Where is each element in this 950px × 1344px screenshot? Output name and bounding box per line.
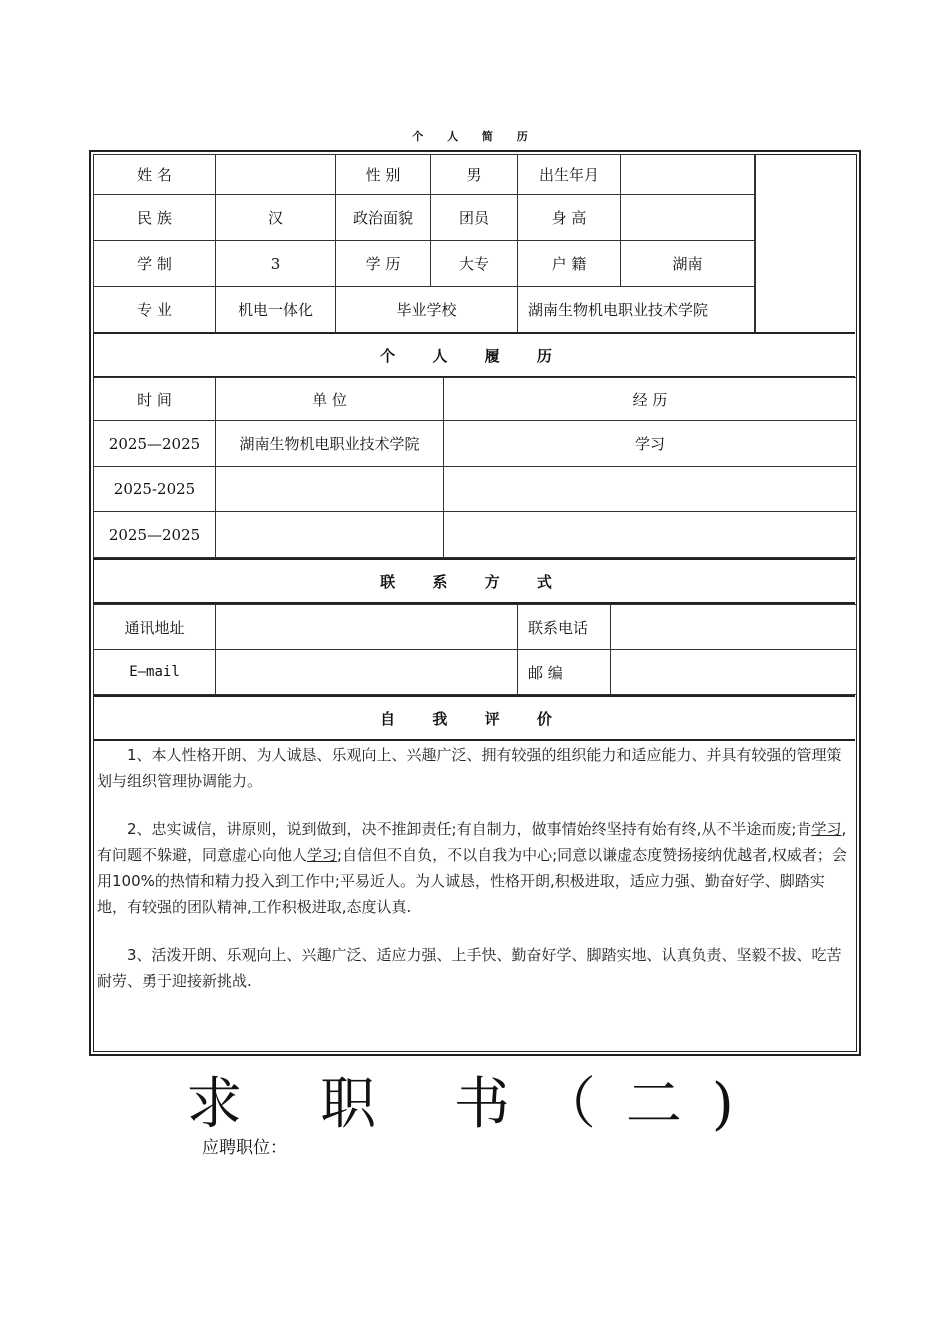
study-link[interactable]: 学习 xyxy=(811,820,842,838)
cover-letter-title: 求 职 书（二) xyxy=(186,1072,764,1137)
study-link[interactable]: 学习 xyxy=(307,846,338,864)
gender-value[interactable]: 男 xyxy=(430,154,518,195)
school-value[interactable]: 湖南生物机电职业技术学院 xyxy=(517,286,755,333)
position-applied-label: 应聘职位： xyxy=(202,1138,287,1158)
ethnic-value[interactable]: 汉 xyxy=(215,194,336,241)
self-eval-paragraph-1: 1、本人性格开朗、为人诚恳、乐观向上、兴趣广泛、拥有较强的组织能力和适应能力、并具有较强的管理策划与组织管理协调能力。 xyxy=(97,746,842,790)
school-label: 毕业学校 xyxy=(335,286,518,333)
phone-label: 联系电话 xyxy=(517,604,611,650)
p2-text-a: 2、忠实诚信，讲原则，说到做到，决不推卸责任;有自制力，做事情始终坚持有始有终,从不半途而废;肯 xyxy=(127,820,812,838)
address-label: 通讯地址 xyxy=(93,604,216,650)
contact-section-title: 联 系 方 式 xyxy=(93,558,855,604)
self-eval-title: 自 我 评 价 xyxy=(93,695,855,741)
zip-label: 邮 编 xyxy=(517,649,611,695)
p2-text-b: ,有问题不躲避，同意虚心向他人 xyxy=(97,820,847,864)
self-eval-paragraph-2 xyxy=(97,816,849,920)
resume-row-experience[interactable] xyxy=(443,466,857,512)
name-label: 姓 名 xyxy=(93,154,216,195)
resume-row-unit[interactable]: 湖南生物机电职业技术学院 xyxy=(215,420,444,467)
self-eval-body xyxy=(97,742,849,1016)
phone-value[interactable] xyxy=(610,604,857,650)
hukou-label: 户 籍 xyxy=(517,240,621,287)
zip-value[interactable] xyxy=(610,649,857,695)
email-label: E—mail xyxy=(93,649,216,695)
education-value[interactable]: 大专 xyxy=(430,240,518,287)
resume-header-unit: 单 位 xyxy=(215,377,444,421)
birth-label: 出生年月 xyxy=(517,154,621,195)
resume-header-experience: 经 历 xyxy=(443,377,857,421)
photo-area xyxy=(755,154,855,333)
email-value[interactable] xyxy=(215,649,518,695)
hukou-value[interactable]: 湖南 xyxy=(620,240,755,287)
gender-label: 性 别 xyxy=(335,154,431,195)
major-label: 专 业 xyxy=(93,286,216,333)
resume-row-time[interactable]: 2025—2025 xyxy=(93,511,216,558)
years-value[interactable]: 3 xyxy=(215,240,336,287)
address-value[interactable] xyxy=(215,604,518,650)
ethnic-label: 民 族 xyxy=(93,194,216,241)
document-title: 个 人 简 历 xyxy=(412,130,538,143)
resume-header-time: 时 间 xyxy=(93,377,216,421)
resume-section-title: 个 人 履 历 xyxy=(93,332,855,378)
resume-row-unit[interactable] xyxy=(215,466,444,512)
self-eval-paragraph-3: 3、活泼开朗、乐观向上、兴趣广泛、适应力强、上手快、勤奋好学、脚踏实地、认真负责、坚毅不拔、吃苦耐劳、勇于迎接新挑战. xyxy=(97,946,842,990)
politics-label: 政治面貌 xyxy=(335,194,431,241)
resume-row-time[interactable]: 2025—2025 xyxy=(93,420,216,467)
birth-value[interactable] xyxy=(620,154,755,195)
major-value[interactable]: 机电一体化 xyxy=(215,286,336,333)
resume-row-experience[interactable] xyxy=(443,511,857,558)
height-value[interactable] xyxy=(620,194,755,241)
politics-value[interactable]: 团员 xyxy=(430,194,518,241)
resume-row-unit[interactable] xyxy=(215,511,444,558)
resume-row-time[interactable]: 2025-2025 xyxy=(93,466,216,512)
p2-text-c: ;自信但不自负，不以自我为中心;同意以谦虚态度赞扬接纳优越者,权威者；会用100%的热情和精力投入到工作中;平易近人。为人诚恳，性格开朗,积极进取，适应力强、勤奋好学、脚踏实地，有较强的团队精神,工作积极进取,态度认真. xyxy=(97,846,847,916)
name-value[interactable] xyxy=(215,154,336,195)
years-label: 学 制 xyxy=(93,240,216,287)
height-label: 身 高 xyxy=(517,194,621,241)
resume-row-experience[interactable]: 学习 xyxy=(443,420,857,467)
education-label: 学 历 xyxy=(335,240,431,287)
